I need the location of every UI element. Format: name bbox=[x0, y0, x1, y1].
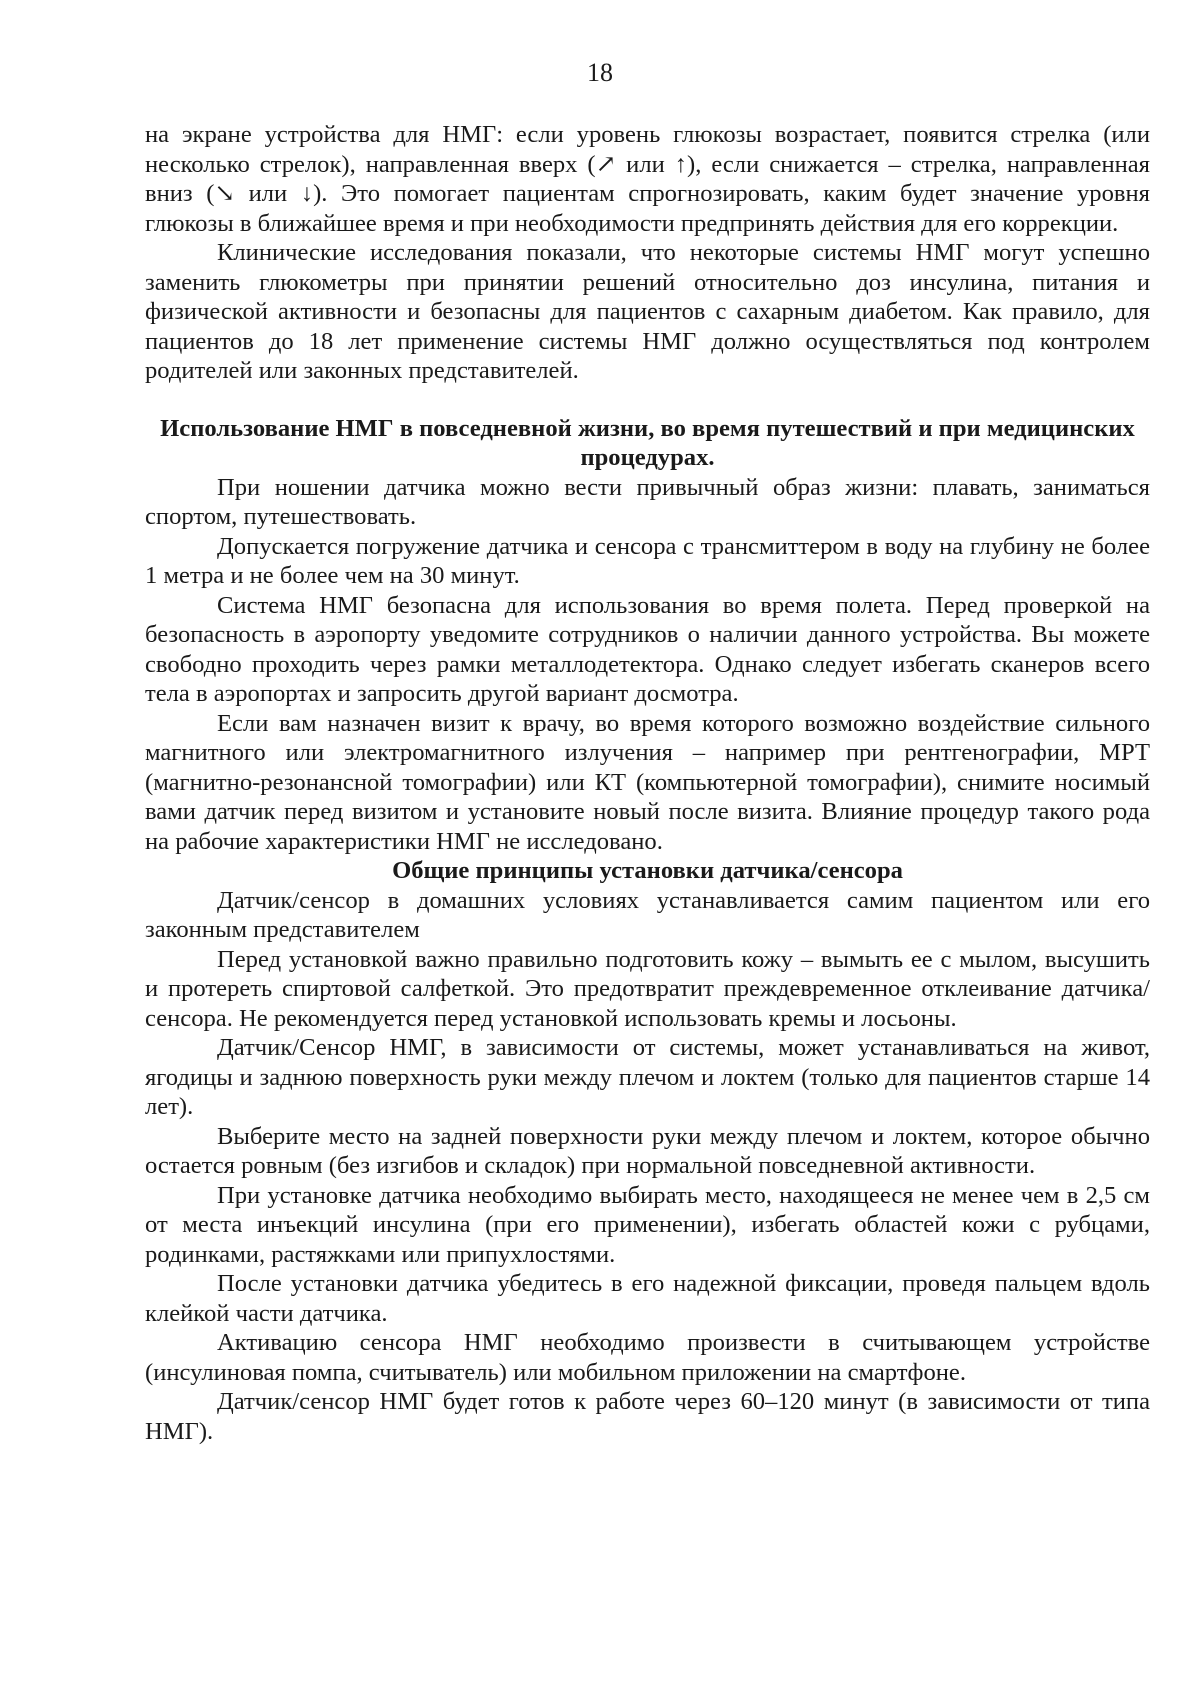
paragraph: Датчик/Сенсор НМГ, в зависимости от системы, может устанавливаться на живот, ягодицы и заднюю поверхность руки между плечом и локтем (только для пациентов старше 14 лет). bbox=[145, 1034, 1150, 1120]
paragraph: Активацию сенсора НМГ необходимо произвести в считывающем устройстве (инсулиновая помпа, считыватель) или мобильном приложении на смартфоне. bbox=[145, 1329, 1150, 1386]
paragraph: на экране устройства для НМГ: если уровень глюкозы возрастает, появится стрелка (или несколько стрелок), направленная вверх (↗ или ↑), если снижается – стрелка, направленная вниз (↘ или ↓). Это помогает пациентам спрогнозировать, каким будет значение уровня глюкозы в ближайшее время и при необходимости предпринять действия для его коррекции. bbox=[145, 121, 1150, 237]
paragraph: При ношении датчика можно вести привычный образ жизни: плавать, заниматься спортом, путешествовать. bbox=[145, 473, 1150, 530]
paragraph: Датчик/сенсор НМГ будет готов к работе через 60–120 минут (в зависимости от типа НМГ). bbox=[145, 1388, 1150, 1445]
section-heading: Общие принципы установки датчика/сенсора bbox=[392, 857, 903, 884]
paragraph: Датчик/сенсор в домашних условиях устанавливается самим пациентом или его законным представителем bbox=[145, 886, 1150, 943]
paragraph: Клинические исследования показали, что некоторые системы НМГ могут успешно заменить глюкометры при принятии решений относительно доз инсулина, питания и физической активности и безопасны для пациентов с сахарным диабетом. Как правило, для пациентов до 18 лет применение системы НМГ должно осуществляться под контролем родителей или законных представителей. bbox=[145, 239, 1150, 384]
paragraph: Допускается погружение датчика и сенсора с трансмиттером в воду на глубину не более 1 метра и не более чем на 30 минут. bbox=[145, 532, 1150, 589]
page-number: 18 bbox=[587, 58, 613, 87]
paragraph: Выберите место на задней поверхности руки между плечом и локтем, которое обычно остается ровным (без изгибов и складок) при нормальной повседневной активности. bbox=[145, 1122, 1150, 1179]
paragraph: При установке датчика необходимо выбирать место, находящееся не менее чем в 2,5 см от места инъекций инсулина (при его применении), избегать областей кожи с рубцами, родинками, растяжками или припухлостями. bbox=[145, 1181, 1150, 1268]
paragraph: Если вам назначен визит к врачу, во время которого возможно воздействие сильного магнитного или электромагнитного излучения – например при рентгенографии, МРТ (магнитно-резонансной томографии) или КТ (компьютерной томографии), снимите носимый вами датчик перед визитом и установите новый после визита. Влияние процедур такого рода на рабочие характеристики НМГ не исследовано. bbox=[145, 709, 1150, 855]
paragraph: После установки датчика убедитесь в его надежной фиксации, проведя пальцем вдоль клейкой части датчика. bbox=[145, 1270, 1150, 1327]
paragraph: Система НМГ безопасна для использования во время полета. Перед проверкой на безопасность в аэропорту уведомите сотрудников о наличии данного устройства. Вы можете свободно проходить через рамки металлодетектора. Однако следует избегать сканеров всего тела в аэропортах и запросить другой вариант досмотра. bbox=[145, 591, 1150, 707]
page-body bbox=[145, 120, 1150, 1446]
paragraph: Перед установкой важно правильно подготовить кожу – вымыть ее с мылом, высушить и протереть спиртовой салфеткой. Это предотвратит преждевременное отклеивание датчика/сенсора. Не рекомендуется перед установкой использовать кремы и лосьоны. bbox=[145, 945, 1150, 1032]
section-heading: Использование НМГ в повседневной жизни, во время путешествий и при медицинских процедурах. bbox=[160, 414, 1135, 471]
